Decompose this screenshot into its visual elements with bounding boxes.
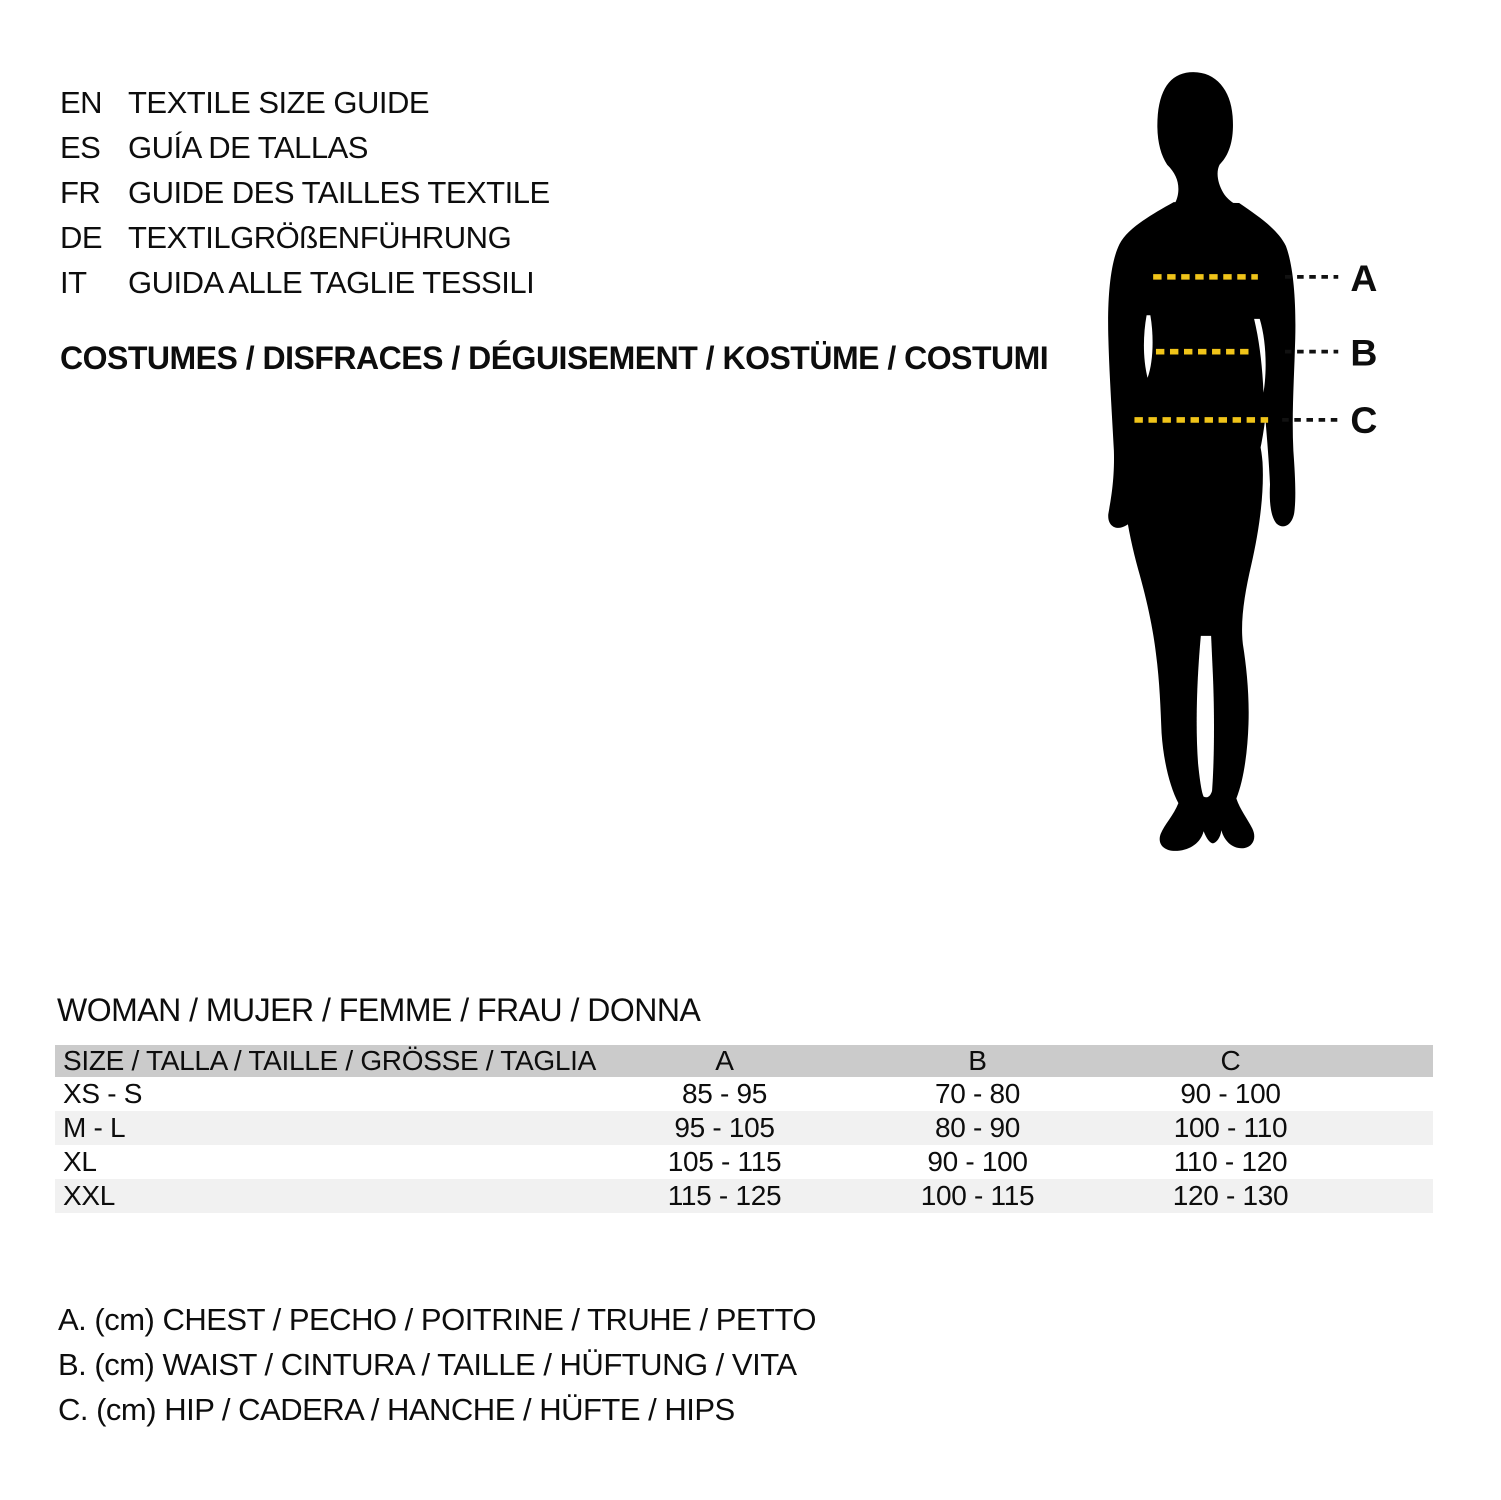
legend-row-waist: B. (cm) WAIST / CINTURA / TAILLE / HÜFTUNG / VITA: [58, 1347, 797, 1382]
size-table: [55, 1045, 1433, 1213]
hip-value-cell: 100 - 110: [1173, 1112, 1288, 1143]
woman-silhouette-head: [1157, 72, 1253, 215]
woman-silhouette-legs: [1123, 397, 1263, 851]
language-code: ES: [60, 130, 101, 165]
language-title: GUIDA ALLE TAGLIE TESSILI: [128, 265, 535, 300]
chest-value-cell: 115 - 125: [667, 1180, 782, 1211]
language-title: GUIDE DES TAILLES TEXTILE: [128, 175, 550, 210]
legend-row-chest: A. (cm) CHEST / PECHO / POITRINE / TRUHE / PETTO: [58, 1302, 816, 1337]
language-row: [60, 125, 550, 170]
language-title: TEXTILE SIZE GUIDE: [128, 85, 430, 120]
table-row: [55, 1077, 1433, 1111]
col-a-header: A: [715, 1045, 734, 1076]
chest-value-cell: 95 - 105: [674, 1112, 775, 1143]
leg-gap: [1197, 636, 1214, 797]
size-cell: XXL: [63, 1180, 116, 1211]
language-title: TEXTILGRÖßENFÜHRUNG: [128, 220, 512, 255]
language-code: DE: [60, 220, 103, 255]
size-cell: M - L: [63, 1112, 126, 1143]
size-cell: XS - S: [63, 1078, 143, 1109]
table-header-row: [55, 1045, 1433, 1077]
hip-value-cell: 90 - 100: [1180, 1078, 1281, 1109]
hip-value-cell: 110 - 120: [1173, 1146, 1288, 1177]
col-b-header: B: [968, 1045, 987, 1076]
language-row: [60, 80, 550, 125]
language-title: GUÍA DE TALLAS: [128, 130, 368, 165]
size-column-header: SIZE / TALLA / TAILLE / GRÖSSE / TAGLIA: [63, 1045, 596, 1076]
waist-value-cell: 80 - 90: [934, 1112, 1021, 1143]
hip-value-cell: 120 - 130: [1172, 1180, 1289, 1211]
language-code: EN: [60, 85, 103, 120]
language-row: [60, 215, 550, 260]
measure-label-c: C: [1350, 398, 1378, 441]
table-row: [55, 1111, 1433, 1145]
gender-heading: WOMAN / MUJER / FEMME / FRAU / DONNA: [57, 992, 701, 1028]
legend-row-hip: C. (cm) HIP / CADERA / HANCHE / HÜFTE / HIPS: [58, 1392, 735, 1427]
table-row: [55, 1179, 1433, 1213]
language-row: [60, 170, 550, 215]
chest-value-cell: 85 - 95: [681, 1078, 768, 1109]
chest-value-cell: 105 - 115: [667, 1146, 782, 1177]
woman-silhouette-figure: [1040, 60, 1500, 920]
size-cell: XL: [63, 1146, 97, 1177]
language-code: IT: [60, 265, 87, 300]
waist-value-cell: 100 - 115: [920, 1180, 1035, 1211]
measure-label-b: B: [1350, 331, 1378, 374]
col-c-header: C: [1220, 1045, 1241, 1076]
language-row: [60, 260, 550, 305]
category-heading: COSTUMES / DISFRACES / DÉGUISEMENT / KOSTÜME / COSTUMI: [60, 340, 1049, 376]
language-code: FR: [60, 175, 101, 210]
measure-label-a: A: [1350, 256, 1378, 299]
waist-value-cell: 70 - 80: [934, 1078, 1021, 1109]
table-row: [55, 1145, 1433, 1179]
measurement-legend: [58, 1297, 816, 1432]
language-list: [60, 80, 550, 305]
waist-value-cell: 90 - 100: [927, 1146, 1028, 1177]
